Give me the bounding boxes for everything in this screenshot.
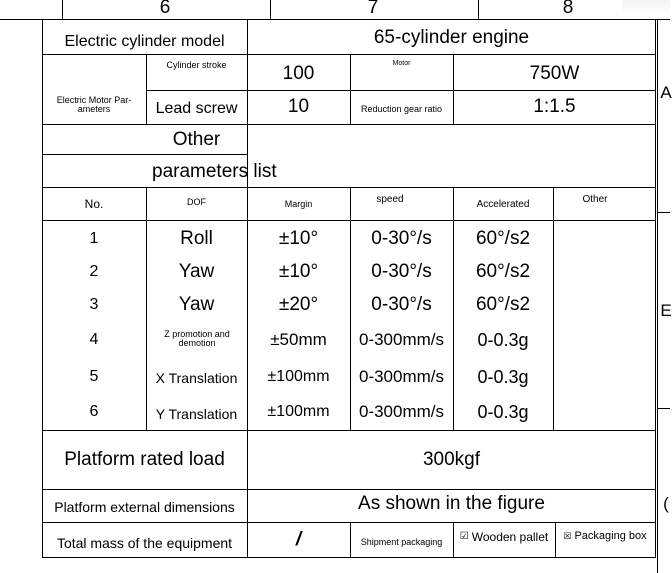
right-frame-line xyxy=(657,20,658,573)
row-speed: 0-30°/s xyxy=(371,261,432,283)
row-accel: 0-0.3g xyxy=(477,401,529,422)
shipment-packaging-label: Shipment packaging xyxy=(360,537,443,548)
model-value: 65-cylinder engine xyxy=(373,26,530,48)
ruler-col-7: 7 xyxy=(367,0,379,19)
wooden-pallet-label: Wooden pallet xyxy=(471,529,549,544)
row-dof: X Translation xyxy=(155,369,238,386)
reduction-ratio-label: Reduction gear ratio xyxy=(360,104,443,115)
right-frame-tick xyxy=(657,408,670,409)
cylinder-stroke-value: 100 xyxy=(282,63,315,85)
ruler-col-8: 8 xyxy=(562,0,574,19)
row-margin: ±100mm xyxy=(267,367,330,385)
row-speed: 0-300mm/s xyxy=(358,367,445,387)
ruler-col-6: 6 xyxy=(159,0,171,19)
checked-box-icon: ☑ xyxy=(459,530,469,542)
row-dof: Y Translation xyxy=(155,405,238,422)
lead-screw-label: Lead screw xyxy=(155,99,238,117)
parameters-list-title: parameters list xyxy=(152,160,277,182)
row-accel: 60°/s2 xyxy=(475,228,531,250)
rated-load-value: 300kgf xyxy=(422,449,481,471)
row-speed: 0-30°/s xyxy=(371,228,432,250)
header-accelerated: Accelerated xyxy=(476,198,530,210)
side-mark-a: A xyxy=(660,83,672,103)
row-margin: ±10° xyxy=(278,228,319,250)
motor-value: 750W xyxy=(529,63,580,85)
side-mark-b: E xyxy=(660,301,672,321)
wooden-pallet-option xyxy=(453,524,555,550)
motor-params-label: Electric Motor Par-ameters xyxy=(56,94,132,114)
top-ruler xyxy=(0,0,670,20)
crossed-box-icon: ☒ xyxy=(563,531,572,542)
model-label: Electric cylinder model xyxy=(64,32,225,50)
row-accel: 60°/s2 xyxy=(475,294,531,316)
row-margin: ±20° xyxy=(278,294,319,316)
row-dof: Yaw xyxy=(178,294,215,316)
reduction-ratio-value: 1:1.5 xyxy=(533,96,576,118)
row-speed: 0-30°/s xyxy=(371,294,432,316)
lead-screw-value: 10 xyxy=(287,96,310,118)
row-accel: 60°/s2 xyxy=(475,261,531,283)
row-accel: 0-0.3g xyxy=(477,329,529,350)
ruler-shadow xyxy=(622,0,670,14)
row-accel: 0-0.3g xyxy=(477,366,529,387)
header-speed: speed xyxy=(376,193,404,205)
row-speed: 0-300mm/s xyxy=(358,402,445,422)
row-speed: 0-300mm/s xyxy=(358,330,445,350)
row-no: 3 xyxy=(89,295,99,313)
row-margin: ±50mm xyxy=(270,330,327,350)
dimensions-label: Platform external dimensions xyxy=(54,498,235,515)
row-no: 1 xyxy=(89,229,99,247)
header-margin: Margin xyxy=(284,199,313,210)
row-no: 2 xyxy=(89,262,99,280)
dimensions-value: As shown in the figure xyxy=(358,493,545,515)
row-margin: ±10° xyxy=(278,261,319,283)
row-no: 4 xyxy=(89,330,99,348)
motor-label: Motor xyxy=(392,60,411,68)
header-other: Other xyxy=(582,193,608,205)
row-dof: Yaw xyxy=(178,261,215,283)
row-dof: Z promotion and demotion xyxy=(164,328,230,348)
packaging-box-label: Packaging box xyxy=(574,530,647,543)
header-no: No. xyxy=(84,196,104,211)
row-no: 5 xyxy=(89,367,99,385)
row-margin: ±100mm xyxy=(267,402,330,420)
header-dof: DOF xyxy=(187,197,206,208)
right-frame-tick xyxy=(657,212,670,213)
row-dof: Roll xyxy=(180,228,213,250)
mass-value: / xyxy=(295,529,302,551)
side-mark-c: ( xyxy=(663,494,669,514)
other-label: Other xyxy=(172,128,221,150)
mass-label: Total mass of the equipment xyxy=(56,534,233,551)
cylinder-stroke-label: Cylinder stroke xyxy=(166,60,227,71)
rated-load-label: Platform rated load xyxy=(64,449,225,471)
packaging-box-option xyxy=(555,524,655,550)
row-no: 6 xyxy=(89,402,99,420)
